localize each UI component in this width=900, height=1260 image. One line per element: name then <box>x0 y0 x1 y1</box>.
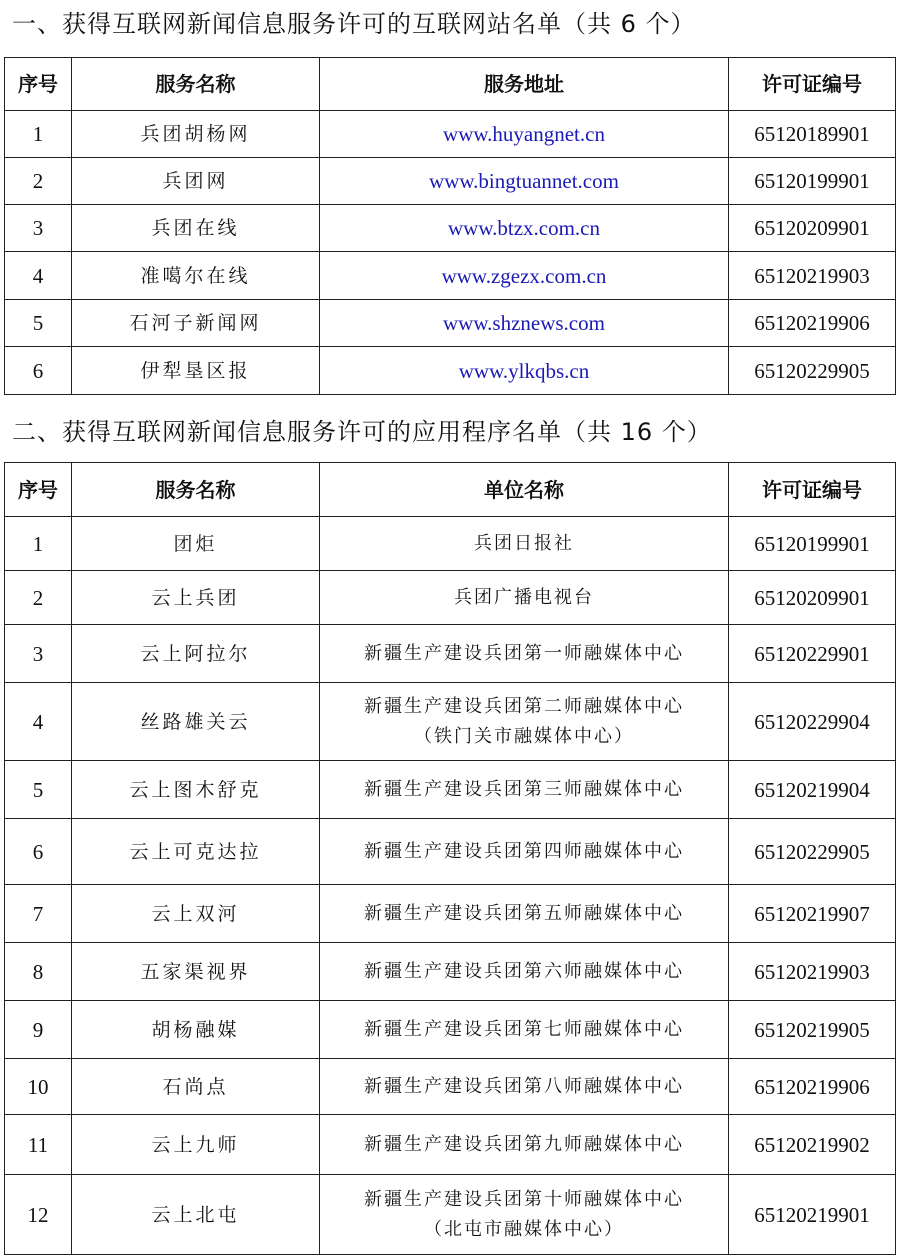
unit-name-line2: （北屯市融媒体中心） <box>424 1218 624 1240</box>
service-name: 团炬 <box>72 517 320 571</box>
table-row <box>5 885 896 943</box>
service-name: 兵团胡杨网 <box>72 111 320 158</box>
section1-heading: 一、获得互联网新闻信息服务许可的互联网站名单（共 6 个） <box>12 10 696 38</box>
service-address-link[interactable]: www.huyangnet.cn <box>320 111 729 158</box>
unit-name <box>320 683 729 761</box>
service-name: 兵团网 <box>72 158 320 205</box>
license-number: 65120199901 <box>729 158 896 205</box>
license-number: 65120229901 <box>729 625 896 683</box>
row-index: 9 <box>5 1001 72 1059</box>
table-row <box>5 761 896 819</box>
unit-name: 新疆生产建设兵团第一师融媒体中心 <box>320 625 729 683</box>
table-row <box>5 205 896 252</box>
unit-name <box>320 1175 729 1255</box>
row-index: 3 <box>5 625 72 683</box>
header-index: 序号 <box>5 463 72 517</box>
header-unit-name: 单位名称 <box>320 463 729 517</box>
service-name: 兵团在线 <box>72 205 320 252</box>
row-index: 4 <box>5 683 72 761</box>
service-name: 准噶尔在线 <box>72 252 320 300</box>
unit-name: 兵团广播电视台 <box>320 571 729 625</box>
license-number: 65120219904 <box>729 761 896 819</box>
table-row <box>5 1001 896 1059</box>
service-name: 云上双河 <box>72 885 320 943</box>
service-name: 云上可克达拉 <box>72 819 320 885</box>
license-number: 65120219905 <box>729 1001 896 1059</box>
service-name: 云上图木舒克 <box>72 761 320 819</box>
table-row <box>5 517 896 571</box>
unit-name: 新疆生产建设兵团第三师融媒体中心 <box>320 761 729 819</box>
service-address-link[interactable]: www.zgezx.com.cn <box>320 252 729 300</box>
unit-name: 新疆生产建设兵团第四师融媒体中心 <box>320 819 729 885</box>
service-name: 云上九师 <box>72 1115 320 1175</box>
table-row <box>5 943 896 1001</box>
table-row <box>5 158 896 205</box>
license-number: 65120229905 <box>729 347 896 395</box>
header-license-number: 许可证编号 <box>729 463 896 517</box>
row-index: 7 <box>5 885 72 943</box>
unit-name-line1: 新疆生产建设兵团第十师融媒体中心 <box>364 1188 684 1210</box>
row-index: 5 <box>5 300 72 347</box>
websites-table <box>4 57 896 395</box>
license-number: 65120209901 <box>729 571 896 625</box>
header-service-name: 服务名称 <box>72 463 320 517</box>
license-number: 65120219907 <box>729 885 896 943</box>
row-index: 12 <box>5 1175 72 1255</box>
license-number: 65120229904 <box>729 683 896 761</box>
license-number: 65120219901 <box>729 1175 896 1255</box>
service-name: 五家渠视界 <box>72 943 320 1001</box>
row-index: 11 <box>5 1115 72 1175</box>
section2-heading: 二、获得互联网新闻信息服务许可的应用程序名单（共 16 个） <box>12 418 712 446</box>
license-number: 65120219903 <box>729 943 896 1001</box>
service-address-link[interactable]: www.ylkqbs.cn <box>320 347 729 395</box>
row-index: 10 <box>5 1059 72 1115</box>
table-row <box>5 300 896 347</box>
header-license-number: 许可证编号 <box>729 58 896 111</box>
license-number: 65120229905 <box>729 819 896 885</box>
service-name: 云上兵团 <box>72 571 320 625</box>
unit-name: 新疆生产建设兵团第八师融媒体中心 <box>320 1059 729 1115</box>
header-service-name: 服务名称 <box>72 58 320 111</box>
row-index: 1 <box>5 517 72 571</box>
service-address-link[interactable]: www.bingtuannet.com <box>320 158 729 205</box>
unit-name: 兵团日报社 <box>320 517 729 571</box>
header-index: 序号 <box>5 58 72 111</box>
license-number: 65120219903 <box>729 252 896 300</box>
service-name: 云上阿拉尔 <box>72 625 320 683</box>
table-row <box>5 252 896 300</box>
row-index: 8 <box>5 943 72 1001</box>
license-number: 65120189901 <box>729 111 896 158</box>
table-row <box>5 1175 896 1255</box>
table-row <box>5 347 896 395</box>
license-number: 65120209901 <box>729 205 896 252</box>
row-index: 6 <box>5 819 72 885</box>
service-name: 伊犁垦区报 <box>72 347 320 395</box>
unit-name-line1: 新疆生产建设兵团第二师融媒体中心 <box>364 695 684 717</box>
row-index: 1 <box>5 111 72 158</box>
service-name: 石尚点 <box>72 1059 320 1115</box>
table-row <box>5 1115 896 1175</box>
unit-name: 新疆生产建设兵团第七师融媒体中心 <box>320 1001 729 1059</box>
row-index: 2 <box>5 158 72 205</box>
unit-name: 新疆生产建设兵团第九师融媒体中心 <box>320 1115 729 1175</box>
table-header-row <box>5 58 896 111</box>
service-name: 云上北屯 <box>72 1175 320 1255</box>
service-address-link[interactable]: www.btzx.com.cn <box>320 205 729 252</box>
row-index: 5 <box>5 761 72 819</box>
table-row <box>5 625 896 683</box>
unit-name-line2: （铁门关市融媒体中心） <box>414 725 634 747</box>
row-index: 2 <box>5 571 72 625</box>
row-index: 4 <box>5 252 72 300</box>
table-row <box>5 819 896 885</box>
row-index: 6 <box>5 347 72 395</box>
unit-name: 新疆生产建设兵团第六师融媒体中心 <box>320 943 729 1001</box>
header-service-address: 服务地址 <box>320 58 729 111</box>
service-name: 石河子新闻网 <box>72 300 320 347</box>
apps-table <box>4 462 896 1255</box>
table-row <box>5 571 896 625</box>
license-number: 65120219906 <box>729 1059 896 1115</box>
row-index: 3 <box>5 205 72 252</box>
service-address-link[interactable]: www.shznews.com <box>320 300 729 347</box>
license-number: 65120219902 <box>729 1115 896 1175</box>
service-name: 胡杨融媒 <box>72 1001 320 1059</box>
table-header-row <box>5 463 896 517</box>
table-row <box>5 1059 896 1115</box>
table-row <box>5 111 896 158</box>
license-number: 65120219906 <box>729 300 896 347</box>
license-number: 65120199901 <box>729 517 896 571</box>
service-name: 丝路雄关云 <box>72 683 320 761</box>
unit-name: 新疆生产建设兵团第五师融媒体中心 <box>320 885 729 943</box>
table-row <box>5 683 896 761</box>
